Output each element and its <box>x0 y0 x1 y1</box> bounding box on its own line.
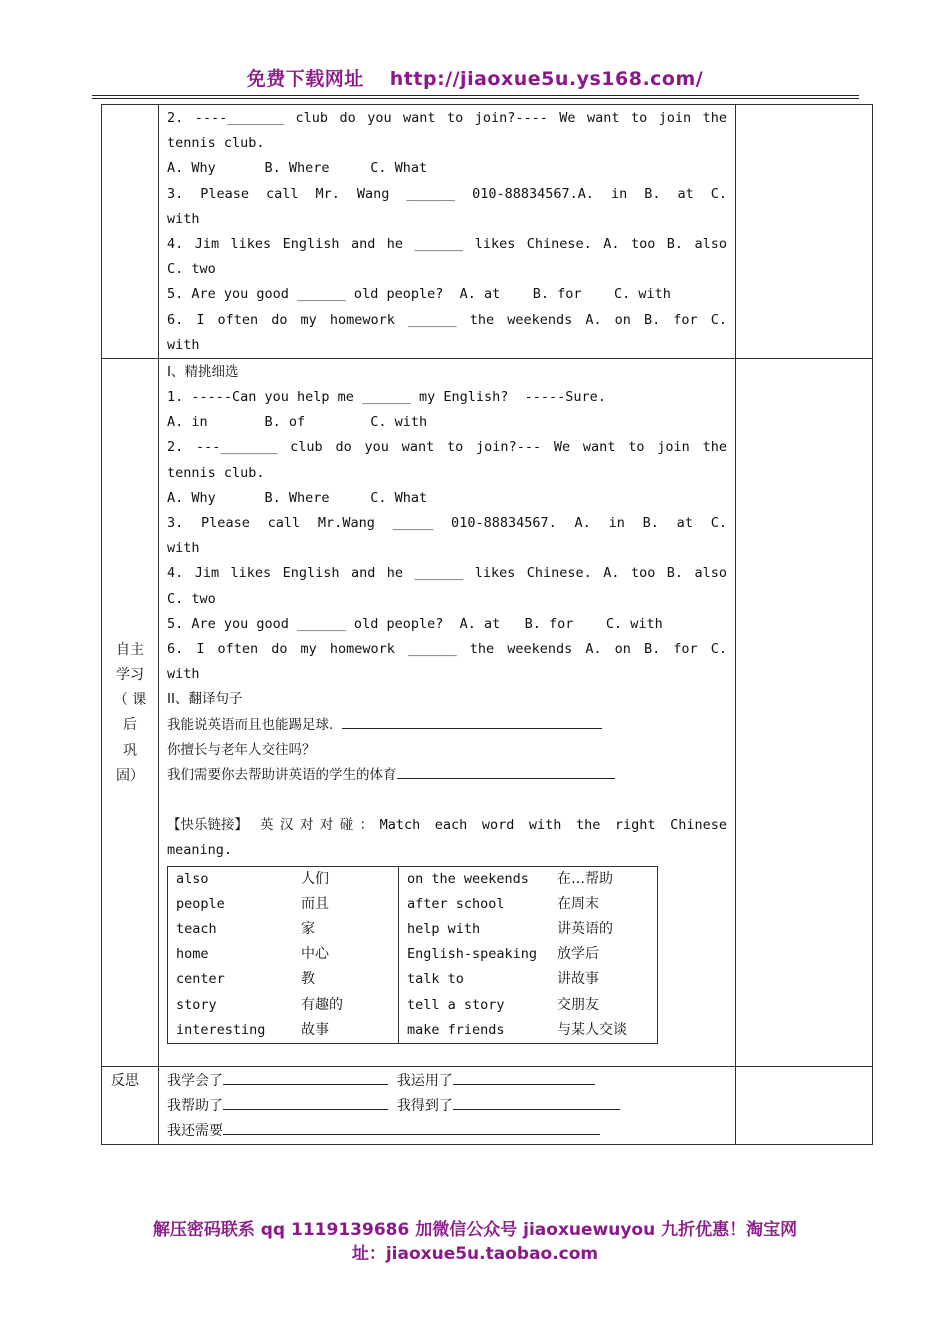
exercise-line: with <box>167 666 200 683</box>
match-english: tell a story <box>407 996 505 1013</box>
side-label: 后 <box>123 717 137 734</box>
content-cell-top <box>159 105 736 359</box>
side-cell-empty <box>102 105 159 359</box>
translate-line <box>167 763 727 788</box>
reflection-line <box>167 1119 727 1144</box>
match-english: center <box>176 971 225 988</box>
match-chinese: 故事 <box>301 1021 329 1038</box>
match-row <box>176 867 390 892</box>
match-chinese: 而且 <box>301 895 329 912</box>
match-row <box>407 942 649 967</box>
match-row <box>176 892 390 917</box>
exercise-line: A. Why B. Where C. What <box>167 160 428 177</box>
match-english: also <box>176 870 209 887</box>
exercise-line: C. two <box>167 590 216 607</box>
exercise-line: 2. ----_______ club do you want to join?---- We want to join the <box>167 110 727 126</box>
match-chinese: 讲英语的 <box>557 921 613 937</box>
match-english: English-speaking <box>407 946 538 963</box>
match-chinese: 家 <box>301 921 315 937</box>
content-cell-reflection <box>159 1066 736 1145</box>
notes-cell <box>736 358 873 1066</box>
exercise-line: 4. Jim likes English and he ______ likes Chinese. A. too B. also <box>167 565 727 582</box>
exercise-line: tennis club. <box>167 464 265 481</box>
notes-cell <box>736 1066 873 1145</box>
row-exercise-top <box>102 105 873 359</box>
exercise-line: 5. Are you good ______ old people? A. at B. for C. with <box>167 286 671 303</box>
page-header <box>0 64 950 91</box>
match-left-column <box>168 866 399 1043</box>
footer-line-1: 解压密码联系 qq 1119139686 加微信公众号 jiaoxuewuyou 九折优惠！淘宝网 <box>152 1220 798 1240</box>
section-heading: I、精挑细选 <box>167 363 239 380</box>
side-cell-reflection <box>102 1066 159 1145</box>
side-label: 自主 <box>116 641 144 658</box>
match-english: teach <box>176 921 217 937</box>
header-url[interactable]: http://jiaoxue5u.ys168.com/ <box>389 68 704 90</box>
exercise-line: 3. Please call Mr. Wang ______ 010-88834567.A. in B. at C. <box>167 185 727 202</box>
match-row <box>407 892 649 917</box>
match-english: make friends <box>407 1021 505 1038</box>
spacer <box>167 788 727 813</box>
match-chinese: 有趣的 <box>301 996 343 1013</box>
reflection-helped: 我帮助了 <box>167 1098 223 1115</box>
header-rule <box>92 95 859 96</box>
header-rule-2 <box>92 98 859 99</box>
match-row <box>407 917 649 942</box>
match-right-column <box>399 866 658 1043</box>
answer-blank[interactable] <box>453 1069 595 1085</box>
exercise-line: A. in B. of C. with <box>167 414 428 431</box>
link-text: 英汉对对碰：Match each word with the right Chinese <box>260 817 727 834</box>
footer-line-2[interactable]: 址：jiaoxue5u.taobao.com <box>351 1244 599 1264</box>
exercise-line: 6. I often do my homework ______ the weekends A. on B. for C. <box>167 311 727 328</box>
side-label: 固） <box>116 767 144 784</box>
match-english: interesting <box>176 1021 266 1038</box>
match-chinese: 人们 <box>301 870 329 887</box>
reflection-got: 我得到了 <box>396 1098 453 1115</box>
answer-blank[interactable] <box>223 1069 388 1085</box>
match-row <box>176 917 390 942</box>
row-self-study <box>102 358 873 1066</box>
notes-cell <box>736 105 873 359</box>
match-english: home <box>176 946 209 963</box>
exercise-line: C. two <box>167 261 216 278</box>
header-title: 免费下载网址 <box>246 68 364 90</box>
reflection-need: 我还需要 <box>167 1123 223 1140</box>
translate-line <box>167 713 727 738</box>
side-label: 学习 <box>116 667 144 684</box>
translate-sentence: 我们需要你去帮助讲英语的学生的体育 <box>167 766 397 783</box>
match-chinese: 放学后 <box>557 946 599 963</box>
match-row <box>176 993 390 1018</box>
exercise-line: 3. Please call Mr.Wang _____ 010-88834567. A. in B. at C. <box>167 515 727 531</box>
exercise-line: 2. ---_______ club do you want to join?--- We want to join the <box>167 439 727 456</box>
match-chinese: 中心 <box>301 946 329 963</box>
side-label: 巩 <box>123 742 137 759</box>
match-english: story <box>176 996 217 1013</box>
match-row <box>407 993 649 1018</box>
match-chinese: 与某人交谈 <box>557 1021 627 1038</box>
side-label: （ 课 <box>113 692 147 709</box>
link-intro <box>167 813 727 838</box>
exercise-line: 5. Are you good ______ old people? A. at B. for C. with <box>167 615 663 632</box>
match-chinese: 教 <box>301 971 315 988</box>
match-row <box>407 867 649 892</box>
match-row <box>176 967 390 992</box>
match-row <box>176 1018 390 1043</box>
match-chinese: 在周末 <box>557 895 599 912</box>
match-row <box>176 942 390 967</box>
content-cell-self-study <box>159 358 736 1066</box>
reflection-line <box>167 1069 727 1094</box>
translate-line: 你擅长与老年人交往吗？ <box>167 741 316 758</box>
exercise-line: 4. Jim likes English and he ______ likes Chinese. A. too B. also <box>167 235 727 252</box>
reflection-used: 我运用了 <box>396 1072 453 1089</box>
match-english: people <box>176 895 225 912</box>
link-text-cont: meaning. <box>167 842 233 859</box>
answer-blank[interactable] <box>223 1119 600 1135</box>
exercise-line: tennis club. <box>167 135 265 152</box>
reflection-line <box>167 1094 727 1119</box>
worksheet-table <box>101 104 873 1145</box>
match-english: on the weekends <box>407 870 529 887</box>
match-row <box>407 1018 649 1043</box>
match-table <box>167 866 658 1044</box>
link-title: 【快乐链接】 <box>167 817 248 834</box>
match-chinese: 讲故事 <box>557 971 599 988</box>
match-chinese: 在…帮助 <box>557 870 613 887</box>
match-english: talk to <box>407 971 464 988</box>
match-english: help with <box>407 921 481 937</box>
section-heading: II、翻译句子 <box>167 691 243 708</box>
exercise-line: 1. -----Can you help me ______ my English? -----Sure. <box>167 389 606 406</box>
exercise-line: with <box>167 210 200 227</box>
reflection-learned: 我学会了 <box>167 1072 223 1089</box>
translate-sentence: 我能说英语而且也能踢足球. <box>167 716 334 733</box>
page-footer <box>0 1218 950 1266</box>
match-row <box>407 967 649 992</box>
exercise-line: with <box>167 336 200 353</box>
row-reflection <box>102 1066 873 1145</box>
answer-blank[interactable] <box>453 1094 620 1110</box>
match-chinese: 交朋友 <box>557 996 599 1013</box>
side-cell-self-study <box>102 358 159 1066</box>
exercise-line: with <box>167 540 200 557</box>
answer-blank[interactable] <box>342 713 602 729</box>
exercise-line: A. Why B. Where C. What <box>167 489 428 506</box>
reflection-label: 反思 <box>111 1072 139 1089</box>
answer-blank[interactable] <box>223 1094 388 1110</box>
exercise-line: 6. I often do my homework ______ the weekends A. on B. for C. <box>167 640 727 657</box>
match-english: after school <box>407 895 505 912</box>
answer-blank[interactable] <box>397 763 615 779</box>
